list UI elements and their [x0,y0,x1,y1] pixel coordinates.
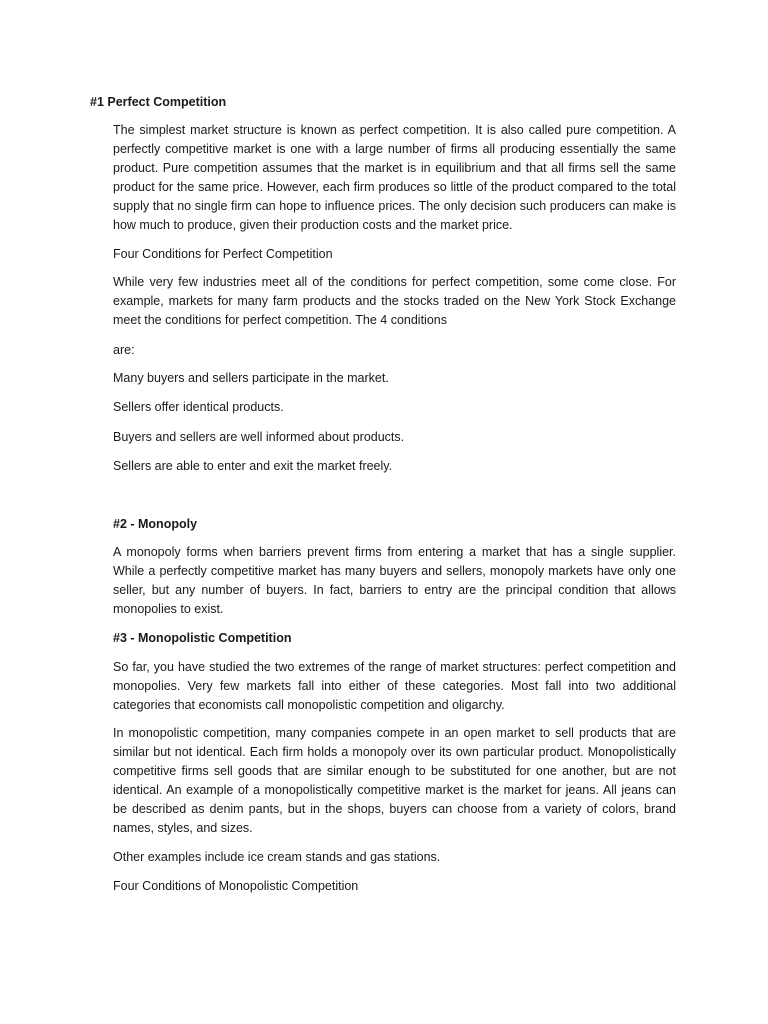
section-heading-monopoly: #2 - Monopoly [113,517,198,531]
perfect-competition-conditions-intro: While very few industries meet all of the conditions for perfect competition, some come close. For example, markets for many farm products and the stocks traded on the New York Stock Exchange meet the conditions for perfect competition. The 4 conditions [113,275,676,327]
condition-item: Sellers are able to enter and exit the market freely. [113,459,393,473]
section-heading-monopolistic-competition: #3 - Monopolistic Competition [113,631,292,645]
monopolistic-body-2: In monopolistic competition, many companies compete in an open market to sell products that are similar but not identical. Each firm holds a monopoly over its own particular product. Monopolistically competitive firms sell goods that are similar enough to be substituted for one another, but are not identical. An example of a monopolistically competitive market is the market for jeans. All jeans can be described as denim pants, but in the shops, buyers can choose from a variety of colors, brand names, styles, and sizes. [113,726,676,835]
are-label: are: [113,343,135,357]
monopoly-body: A monopoly forms when barriers prevent firms from entering a market that has a single supplier. While a perfectly competitive market has many buyers and sellers, monopoly markets have only one seller, but any number of buyers. In fact, barriers to entry are the principal condition that allows monopolies to exist. [113,545,676,616]
monopolistic-conditions-title: Four Conditions of Monopolistic Competition [113,879,359,893]
condition-item: Buyers and sellers are well informed about products. [113,430,405,444]
other-examples: Other examples include ice cream stands and gas stations. [113,850,441,864]
section-heading-perfect-competition: #1 Perfect Competition [90,95,227,109]
perfect-competition-conditions-title: Four Conditions for Perfect Competition [113,247,333,261]
perfect-competition-intro: The simplest market structure is known as perfect competition. It is also called pure competition. A perfectly competitive market is one with a large number of firms all producing essentially the same product. Pure competition assumes that the market is in equilibrium and that all firms sell the same product for the same price. However, each firm produces so little of the product compared to the total supply that no single firm can hope to influence prices. The only decision such producers can make is how much to produce, given their production costs and the market price. [113,123,676,232]
monopolistic-body-1: So far, you have studied the two extremes of the range of market structures: perfect competition and monopolies. Very few markets fall into either of these categories. Most fall into two additional categories that economists call monopolistic competition and oligarchy. [113,660,676,712]
condition-item: Many buyers and sellers participate in the market. [113,371,389,385]
condition-item: Sellers offer identical products. [113,400,284,414]
